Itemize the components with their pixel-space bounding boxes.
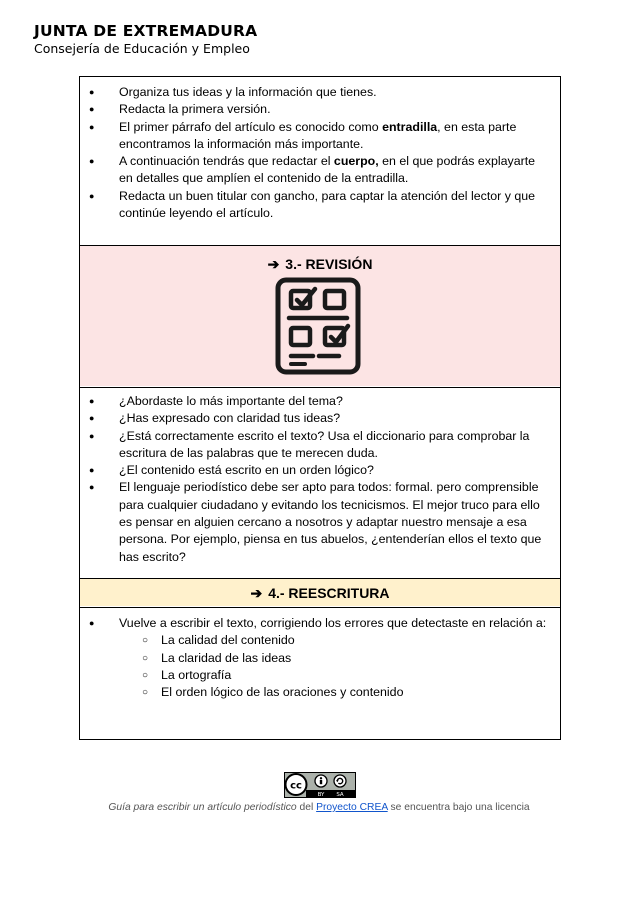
checklist-icon bbox=[275, 277, 361, 375]
content-table bbox=[79, 76, 561, 740]
list-item bbox=[80, 615, 560, 701]
svg-text:cc: cc bbox=[290, 780, 302, 792]
revision-items-row bbox=[80, 387, 560, 577]
list-item bbox=[80, 188, 560, 223]
sublist-item: ○ La calidad del contenido bbox=[119, 632, 552, 649]
writing-tips-row bbox=[80, 77, 560, 244]
header bbox=[34, 22, 257, 58]
rewrite-list bbox=[80, 615, 560, 701]
list-item: ● ¿Has expresado con claridad tus ideas? bbox=[80, 410, 560, 427]
item-text: , en esta parte encontramos la información más importante. bbox=[119, 119, 517, 151]
item-text: Redacta la primera versión. bbox=[119, 102, 271, 117]
list-item: ● ¿Abordaste lo más importante del tema? bbox=[80, 393, 560, 410]
list-item: ● El lenguaje periodístico debe ser apto para todos: formal. pero comprensible para cualquier ciudadano y evitando los tecnicismos. El mejor truco para ello es pensar en alguien cercano a nosotros y adaptar nuestro mensaje a esa persona. Por ejemplo, piensa en tus abuelos, ¿entenderían ellos el texto que has escrito? bbox=[80, 479, 560, 565]
arrow-right-icon: ➔ bbox=[267, 256, 280, 272]
item-text: A continuación tendrás que redactar el bbox=[119, 154, 334, 169]
cc-by-sa-icon bbox=[284, 772, 356, 798]
sublist-item: ○ La ortografía bbox=[119, 667, 552, 684]
org-name: JUNTA DE EXTREMADURA bbox=[34, 22, 258, 40]
item-text: Redacta un buen titular con gancho, para captar la atención del lector y que continúe leyendo el artículo. bbox=[119, 188, 536, 221]
sublist-item: ○ El orden lógico de las oraciones y contenido bbox=[119, 684, 552, 701]
badge-by-text: BY bbox=[317, 792, 325, 798]
sublist-item: ○ La claridad de las ideas bbox=[119, 650, 552, 667]
item-text: en el que podrás explayarte en detalles que amplíen el contenido de la entradilla. bbox=[119, 154, 536, 186]
writing-tips-list bbox=[80, 84, 560, 222]
rewrite-intro: Vuelve a escribir el texto, corrigiendo los errores que detectaste en relación a: bbox=[119, 616, 547, 630]
list-item bbox=[80, 84, 560, 101]
list-item bbox=[80, 119, 560, 154]
item-bold: entradilla bbox=[382, 119, 438, 134]
rewrite-items-row bbox=[80, 607, 560, 739]
item-text: El primer párrafo del artículo es conocido como bbox=[119, 119, 383, 134]
footer-end: se encuentra bajo una licencia bbox=[387, 802, 530, 813]
revision-title bbox=[80, 256, 560, 273]
list-item bbox=[80, 153, 560, 188]
revision-title-text: 3.- REVISIÓN bbox=[285, 256, 373, 272]
revision-list bbox=[80, 393, 560, 566]
item-bold: cuerpo, bbox=[333, 154, 379, 169]
arrow-right-icon: ➔ bbox=[250, 585, 263, 601]
item-text: Organiza tus ideas y la información que tienes. bbox=[119, 85, 377, 99]
rewrite-header-row bbox=[80, 578, 560, 606]
footer-mid: del bbox=[296, 802, 317, 813]
list-item: ● ¿Está correctamente escrito el texto? Usa el diccionario para comprobar la escritura de las palabras que te merecen duda. bbox=[80, 428, 560, 463]
footer-italic: Guía para escribir un artículo periodístico bbox=[108, 802, 297, 813]
revision-header-row bbox=[80, 245, 560, 386]
list-item bbox=[80, 101, 560, 118]
rewrite-sublist bbox=[119, 632, 552, 701]
list-item: ● ¿El contenido está escrito en un orden lógico? bbox=[80, 462, 560, 479]
badge-sa-text: SA bbox=[336, 792, 344, 798]
dept-name: Consejería de Educación y Empleo bbox=[34, 41, 250, 56]
rewrite-title-text: 4.- REESCRITURA bbox=[268, 585, 390, 601]
rewrite-title bbox=[80, 585, 560, 602]
footer-license-text bbox=[0, 802, 638, 813]
proyecto-crea-link[interactable]: Proyecto CREA bbox=[316, 802, 388, 813]
